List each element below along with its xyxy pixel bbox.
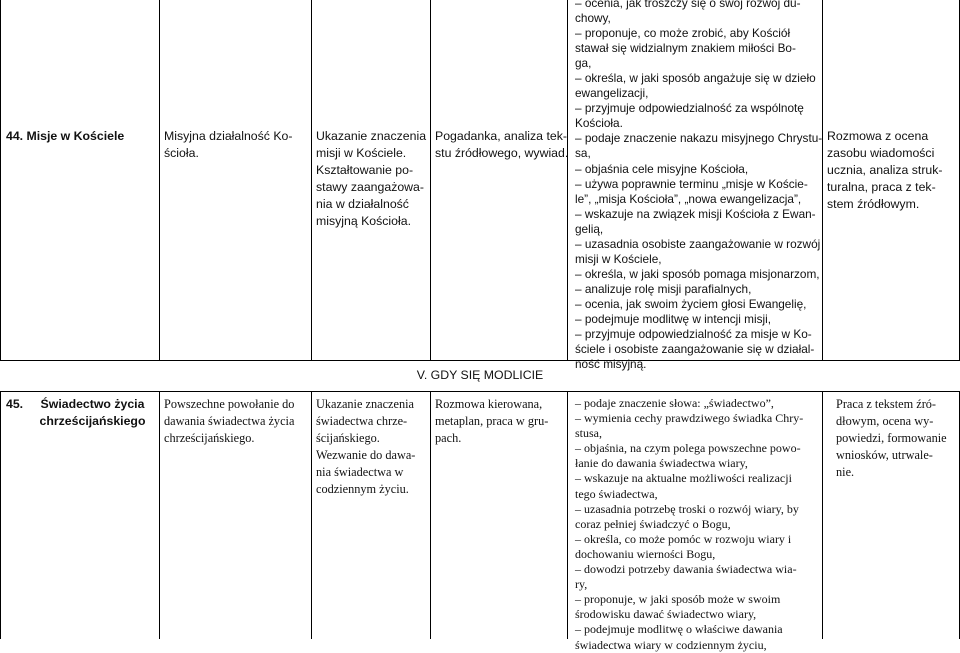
text-line: stu źródłowego, wywiad. [435, 146, 569, 160]
row44-methods [435, 128, 568, 162]
text-line: misji w Kościele. [316, 146, 407, 160]
text-line: – wymienia cechy prawdziwego świadka Chry- [575, 411, 804, 426]
text-line: – podaje znaczenie nakazu misyjnego Chrystu- [575, 131, 823, 146]
row44-title-text: 44. Misje w Kościele [6, 129, 125, 143]
text-line: świadectwa wiary w codziennym życiu, [575, 637, 767, 652]
text-line: – uzasadnia osobiste zaangażowanie w rozwój [575, 236, 821, 251]
text-line: Rozmowa kierowana, [435, 397, 543, 411]
text-line: codziennym życiu. [316, 482, 409, 496]
text-line: misji w Kościele, [575, 251, 662, 266]
row44-evaluation [827, 128, 943, 213]
text-line: Praca z tekstem źró- [836, 397, 937, 411]
row44-title [6, 128, 124, 145]
text-line: ewangelizacji, [575, 86, 649, 101]
text-line: – określa, co może pomóc w rozwoju wiary i [575, 531, 792, 546]
text-line: chrześcijańskiego [39, 414, 146, 428]
text-line: środowisku dawać świadectwo wiary, [575, 607, 757, 622]
text-line: – dowodzi potrzeby dawania świadectwa wia- [575, 562, 797, 577]
text-line: – objaśnia cele misyjne Kościoła, [575, 161, 749, 176]
text-line: ga, [575, 56, 592, 71]
text-line: chowy, [575, 11, 611, 26]
text-line: – proponuje, co może zrobić, aby Kościół [575, 26, 791, 41]
row45-number [6, 396, 23, 413]
text-line: – określa, w jaki sposób angażuje się w dzieło [575, 71, 816, 86]
text-line: zasobu wiadomości [827, 146, 935, 160]
row44-border-c4 [567, 0, 568, 361]
row45-title [30, 396, 155, 430]
row45-border-top [0, 391, 960, 392]
text-line: ściele i osobiste zaangażowanie się w działal- [575, 342, 815, 357]
row45-border-c2 [311, 391, 312, 639]
text-line: – objaśnia, na czym polega powszechne powo- [575, 441, 801, 456]
text-line: dłowym, ocena wy- [836, 414, 934, 428]
text-line: wniosków, utrwale- [836, 448, 933, 462]
text-line: świadectwa chrze- [316, 414, 408, 428]
row45-border-c1 [159, 391, 160, 639]
row44-goals [316, 128, 426, 230]
text-line: – przyjmuje odpowiedzialność za wspólnotę [575, 101, 804, 116]
text-line: Rozmowa z ocena [827, 129, 929, 143]
text-line: – ocenia, jak troszczy się o swój rozwój du- [575, 0, 801, 10]
text-line: stawał się widzialnym znakiem miłości Bo- [575, 41, 796, 56]
text-line: misyjną Kościoła. [316, 214, 411, 228]
row45-border-left [0, 391, 1, 639]
row45-evaluation [836, 396, 947, 481]
text-line: gelią, [575, 221, 604, 236]
text-line: – podejmuje modlitwę o właściwe dawania [575, 622, 783, 637]
text-line: Ukazanie znaczenia [316, 129, 427, 143]
row45-outcomes [575, 396, 803, 653]
text-line: coraz pełniej świadczyć o Bogu, [575, 516, 731, 531]
text-line: Misyjna działalność Ko- [164, 129, 293, 143]
text-line: – uzasadnia potrzebę troski o rozwój wiary, by [575, 501, 799, 516]
text-line: Kościoła. [575, 116, 623, 131]
text-line: nie. [836, 465, 855, 479]
text-line: – ocenia, jak swoim życiem głosi Ewangelię, [575, 296, 807, 311]
row44-border-c3 [430, 0, 431, 361]
row44-outcomes [575, 0, 822, 372]
text-line: – używa poprawnie terminu „misje w Koście- [575, 176, 808, 191]
text-line: Wezwanie do dawa- [316, 448, 416, 462]
row45-border-c5 [822, 391, 823, 639]
text-line: sa, [575, 146, 591, 161]
text-line: ucznia, analiza struk- [827, 163, 943, 177]
text-line: stusa, [575, 426, 602, 441]
text-line: – podaje znaczenie słowa: „świadectwo”, [575, 396, 774, 410]
row44-border-c1 [159, 0, 160, 361]
text-line: stawy zaangażowa- [316, 180, 424, 194]
row44-content [164, 128, 293, 162]
text-line: Powszechne powołanie do [164, 397, 295, 411]
text-line: łanie do dawania świadectwa wiary, [575, 456, 748, 471]
row44-border-left [0, 0, 1, 361]
text-line: ścijańskiego. [316, 431, 380, 445]
text-line: – wskazuje na aktualne możliwości realizacji [575, 471, 792, 486]
text-line: Świadectwo życia [40, 397, 145, 411]
text-line: – podejmuje modlitwę w intencji misji, [575, 311, 772, 326]
text-line: ry, [575, 577, 588, 592]
row45-border-c4 [567, 391, 568, 639]
text-line: metaplan, praca w gru- [435, 414, 549, 428]
text-line: stem źródłowym. [827, 197, 920, 211]
text-line: ność misyjną. [575, 357, 647, 372]
text-line: turalna, praca z tek- [827, 180, 936, 194]
text-line: Ukazanie znaczenia [316, 397, 414, 411]
row45-number-text: 45. [6, 397, 24, 411]
text-line: tego świadectwa, [575, 486, 658, 501]
row45-content [164, 396, 294, 447]
text-line: – przyjmuje odpowiedzialność za misje w Ko- [575, 327, 812, 342]
row45-methods [435, 396, 548, 447]
text-line: – określa, w jaki sposób pomaga misjonarzom, [575, 266, 820, 281]
text-line: chrześcijańskiego. [164, 431, 255, 445]
text-line: – proponuje, w jaki sposób może w swoim [575, 592, 781, 607]
text-line: dawania świadectwa życia [164, 414, 295, 428]
text-line: powiedzi, formowanie [836, 431, 947, 445]
text-line: dochowaniu wierności Bogu, [575, 546, 716, 561]
text-line: Kształtowanie po- [316, 163, 414, 177]
text-line: ścioła. [164, 146, 199, 160]
row45-goals [316, 396, 415, 498]
text-line: nia w działalność [316, 197, 409, 211]
text-line: – analizuje rolę misji parafialnych, [575, 281, 752, 296]
text-line: pach. [435, 431, 462, 445]
text-line: nia świadectwa w [316, 465, 404, 479]
text-line: le”, „misja Kościoła”, „nowa ewangelizacja”, [575, 191, 802, 206]
row45-border-c3 [430, 391, 431, 639]
text-line: – wskazuje na związek misji Kościoła z Ewan- [575, 206, 816, 221]
section-title: V. GDY SIĘ MODLICIE [416, 368, 544, 382]
text-line: Pogadanka, analiza tek- [435, 129, 567, 143]
row44-border-c2 [311, 0, 312, 361]
